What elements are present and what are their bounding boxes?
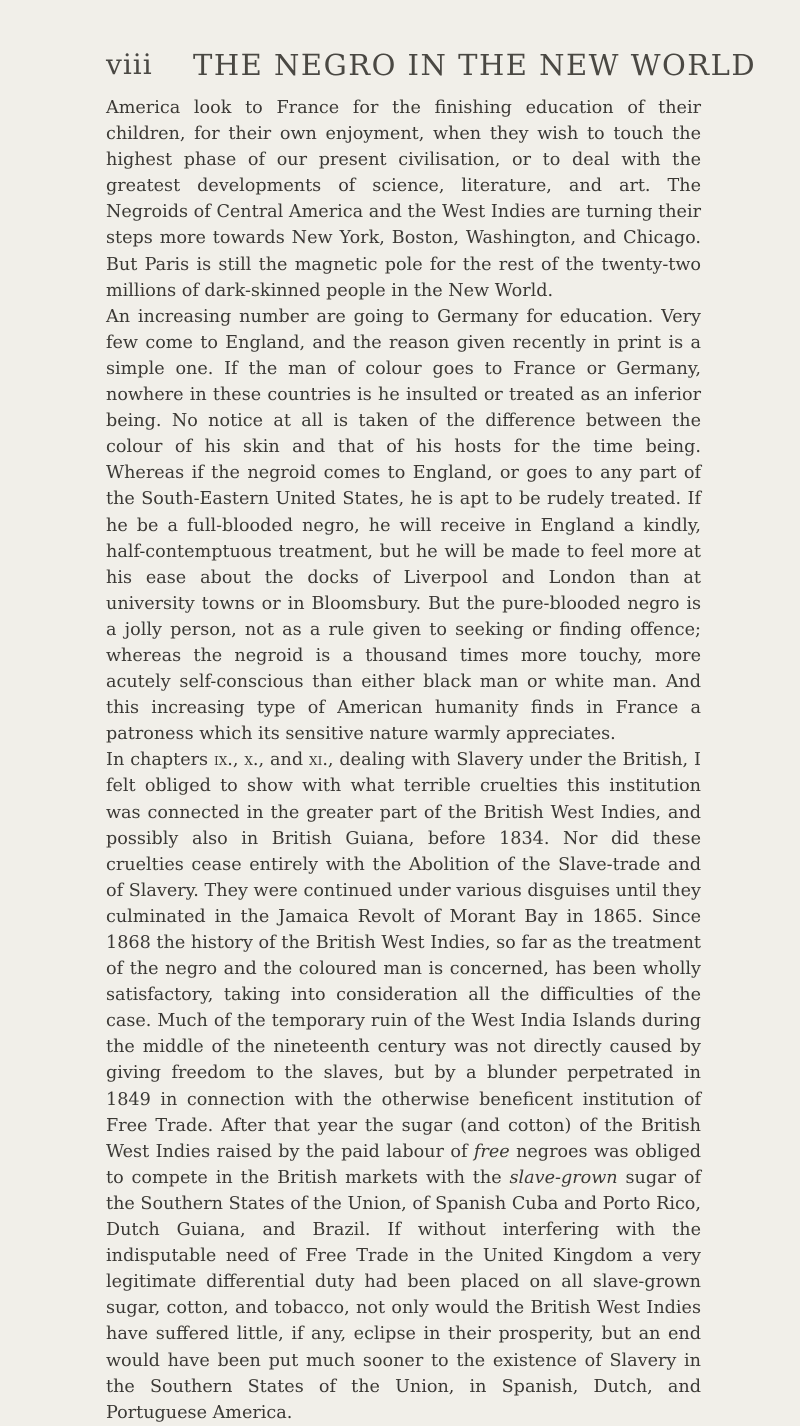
paragraph-2 [106, 304, 701, 748]
italic-free: free [473, 1141, 510, 1162]
paragraph-3-body: dealing with Slavery under the British, I felt obliged to show with what terrible cruelties this institution was connected in the greater part of the British West Indies, and possibly also in British Guiana, before 1834. Nor did these cruelties cease entirely with the Abolition of the Slave-trade and of Slavery. They were continued under various disguises until they culminated in the Jamaica Revolt of Morant Bay in 1865. Since 1868 the history of the British West Indies, so far as the treatment of the negro and the coloured man is concerned, has been wholly satisfactory, taking into consideration all the difficulties of the case. Much of the temporary ruin of the West India Islands during the middle of the nineteenth century was not directly caused by giving freedom to the slaves, but by a blunder perpetrated in 1849 in connection with the otherwise beneficent institution of Free Trade. After that year the sugar (and cotton) of the British West Indies raised by the paid labour of [106, 750, 702, 1162]
paragraph-3-continued: negroes was obliged to compete in the British markets with the [106, 1141, 701, 1188]
paragraph-3-end: sugar of the Southern States of the Union, of Spanish Cuba and Porto Rico, Dutch Guiana, and Brazil. If without interfering with the indisputable need of Free Trade in the United Kingdom a very legitimate differential duty had been placed on all slave-grown sugar, cotton, and tobacco, not only would the British West Indies have suffered little, if any, eclipse in their prosperity, but an end would have been put much sooner to the existence of Slavery in the Southern States of the Union, in Spanish, Dutch, and Portuguese America. [106, 1167, 702, 1423]
italic-slave-grown: slave-grown [509, 1167, 618, 1188]
running-title: THE NEGRO IN THE NEW WORLD [193, 48, 757, 82]
paragraph-3-lead: In chapters [106, 750, 214, 771]
running-head [106, 48, 757, 88]
body-text [106, 95, 701, 1426]
conjunction-and: and [264, 750, 310, 771]
paragraph-3 [106, 747, 701, 1425]
paragraph-2-text: An increasing number are going to Germany for education. Very few come to England, and the reason given recently in print is a simple one. If the man of colour goes to France or Germany, nowhere in these countries is he insulted or treated as an inferior being. No notice at all is taken of the difference between the colour of his skin and that of his hosts for the time being. Whereas if the negroid comes to England, or goes to any part of the South-Eastern United States, he is apt to be rudely treated. If he be a full-blooded negro, he will receive in England a kindly, half-contemptuous treatment, but he will be made to feel more at his ease about the docks of Liverpool and London than at university towns or in Bloomsbury. But the pure-blooded negro is a jolly person, not as a rule given to seeking or finding offence; whereas the negroid is a thousand times more touchy, more acutely self-conscious than either black man or white man. And this increasing type of American humanity finds in France a patroness which its sensitive nature warmly appreciates. [106, 306, 701, 745]
page-number: viii [106, 48, 153, 81]
chapter-reference-xi: xi., [309, 750, 334, 771]
paragraph-1: America look to France for the finishing education of their children, for their own enjoyment, when they wish to touch the highest phase of our present civilisation, or to deal with the greatest developments of science, literature, and art. The Negroids of Central America and the West Indies are turning their steps more towards New York, Boston, Washington, and Chicago. But Paris is still the magnetic pole for the rest of the twenty-two millions of dark-skinned people in the New World. [106, 98, 701, 301]
chapter-references: ix., x., [213, 750, 265, 771]
